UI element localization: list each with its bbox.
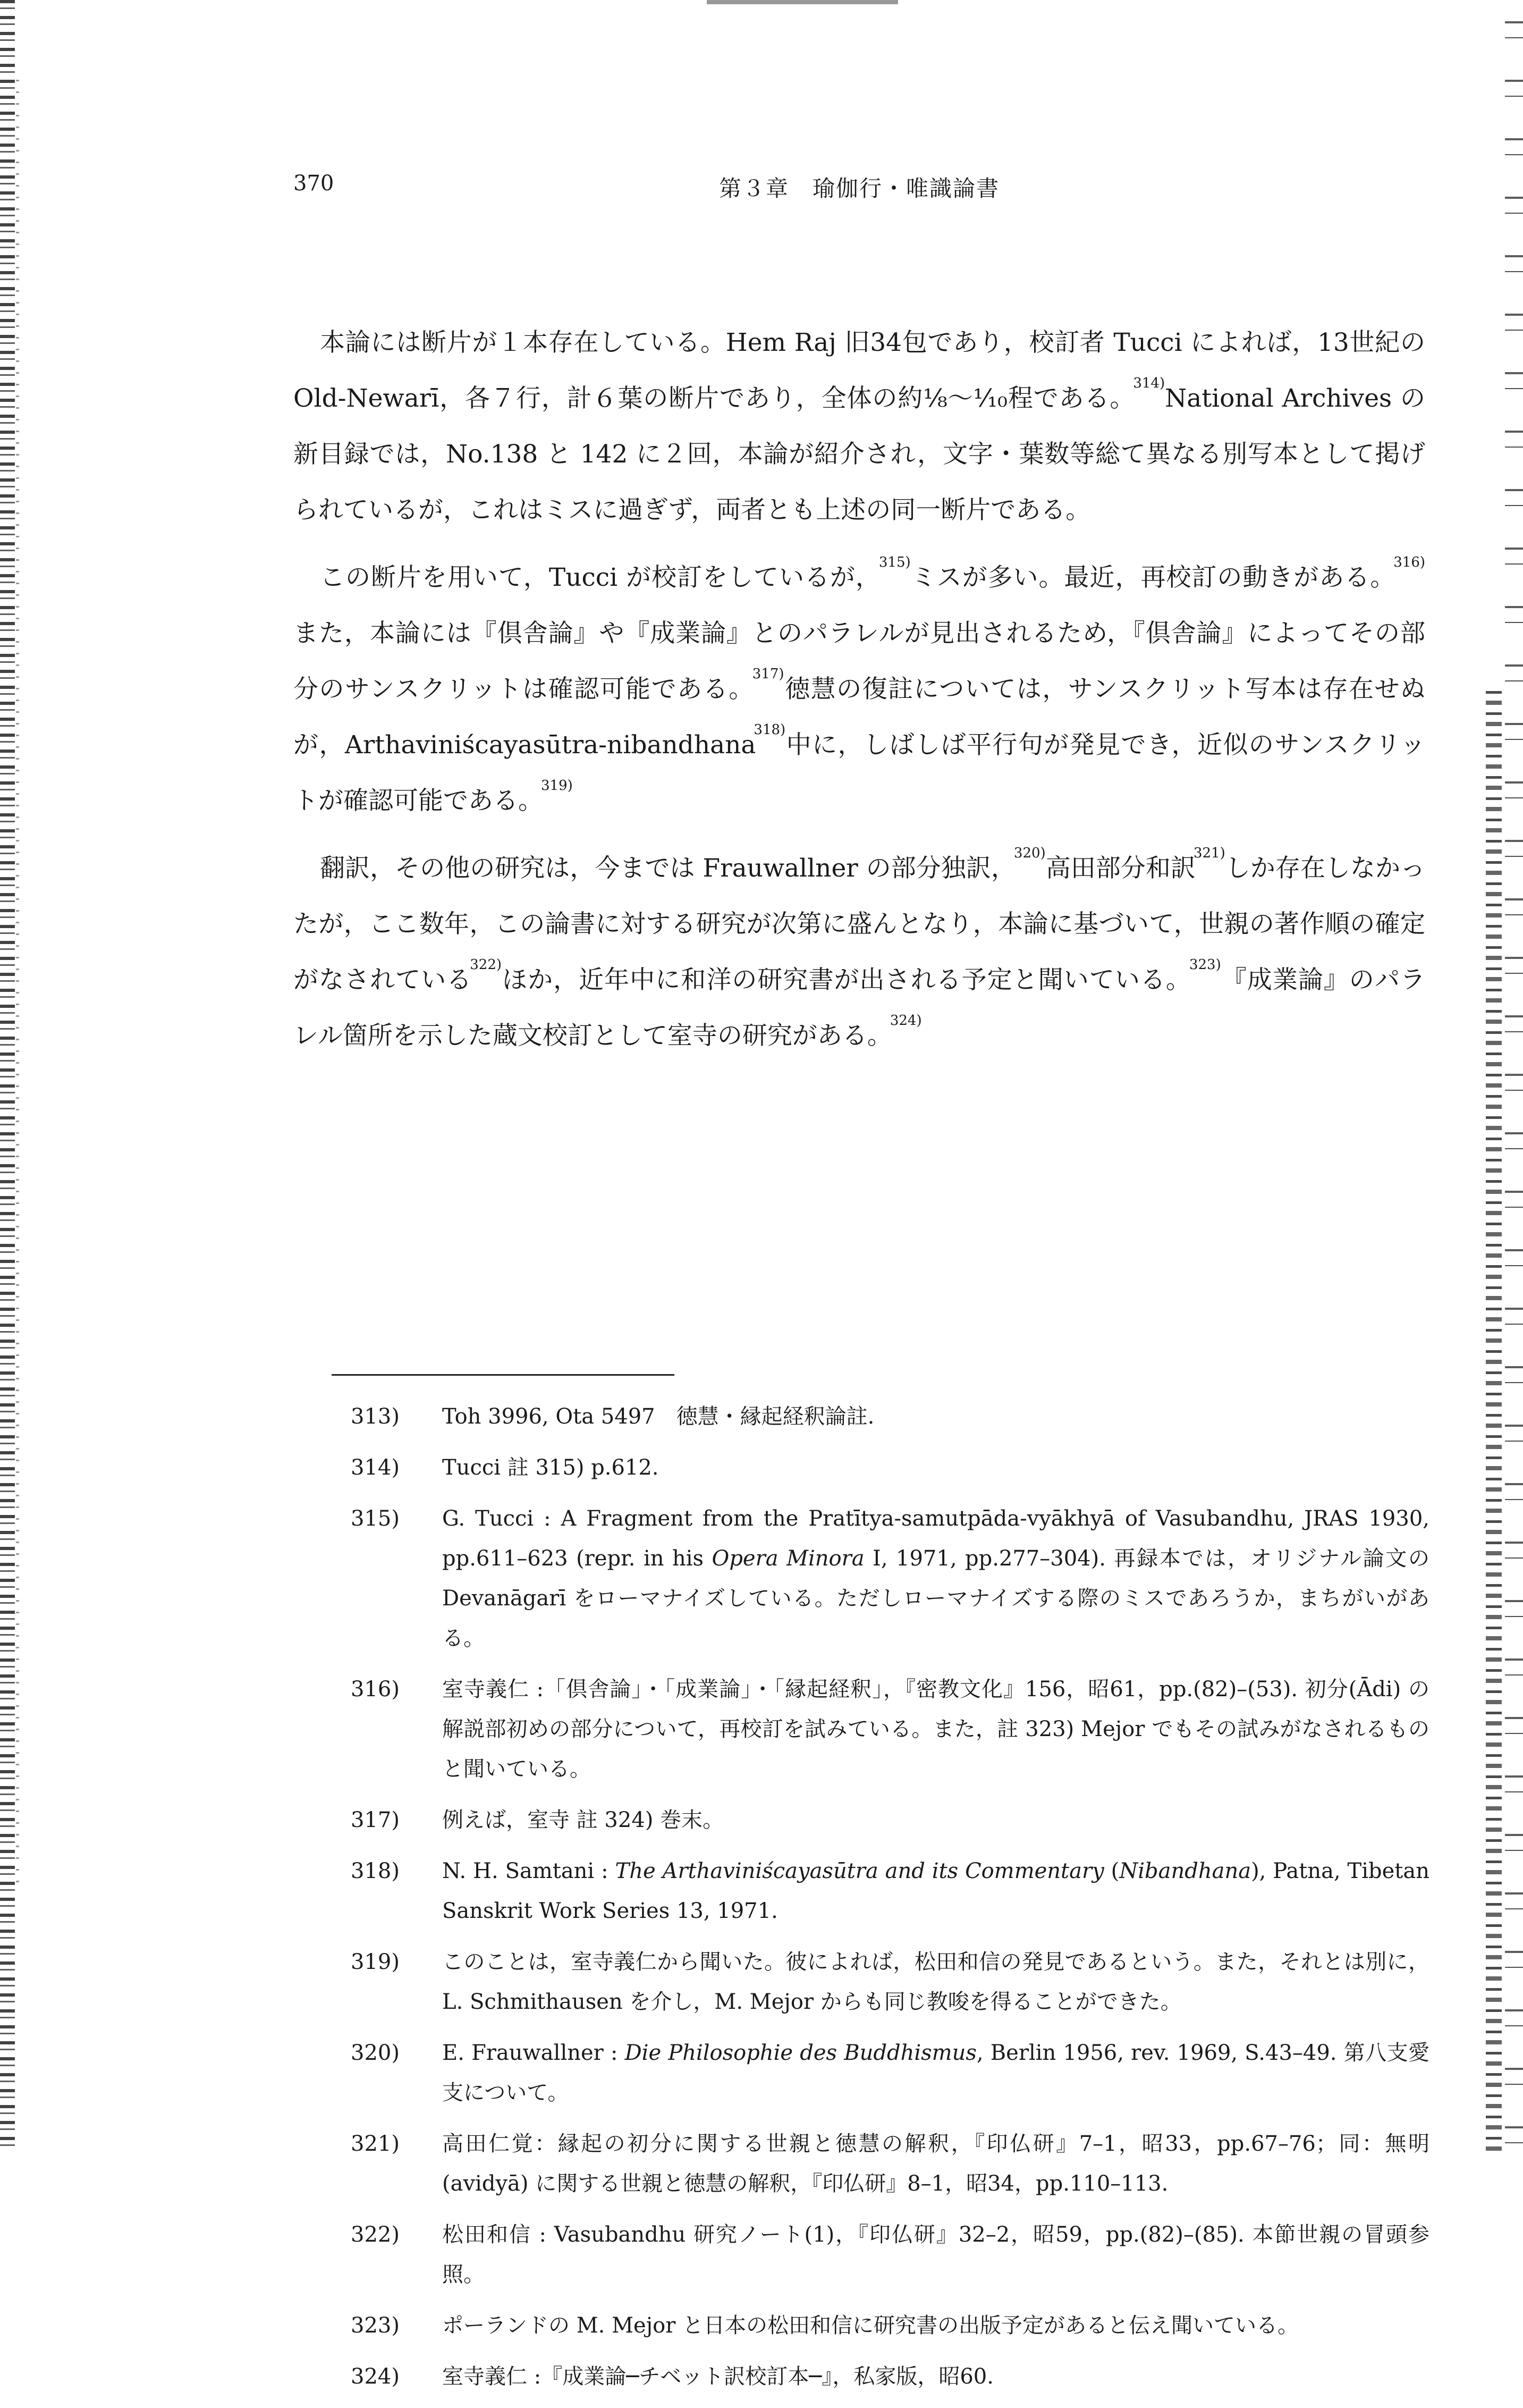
footnote-ref-322: 322) bbox=[470, 957, 502, 973]
footnote-ref-317: 317) bbox=[752, 666, 784, 682]
paragraph-2-text-e: 中に，しばしば平行句が発見でき，近似のサンスクリットが確認可能である。 bbox=[293, 730, 1425, 815]
footnote-text: 室寺義仁 :『成業論─チベット訳校訂本─』，私家版，昭60. bbox=[442, 2364, 994, 2389]
paragraph-2 bbox=[293, 550, 1425, 829]
footnote-313 bbox=[351, 1397, 1429, 1437]
scan-edge-right bbox=[1505, 0, 1523, 2151]
footnote-text: Toh 3996, Ota 5497 徳慧・縁起経釈論註. bbox=[442, 1404, 875, 1429]
paragraph-2-text-a: この断片を用いて，Tucci が校訂をしているが， bbox=[320, 563, 881, 592]
footnote-separator bbox=[332, 1374, 674, 1376]
scan-edge-left bbox=[0, 0, 15, 2151]
paragraph-2-text-b: ミスが多い。最近，再校訂の動きがある。 bbox=[910, 563, 1396, 592]
scan-edge-right-inner bbox=[1486, 691, 1502, 2153]
footnote-ref-323: 323) bbox=[1189, 957, 1221, 973]
body-text bbox=[293, 315, 1425, 1075]
footnote-321 bbox=[351, 2124, 1429, 2204]
footnote-ref-319: 319) bbox=[541, 778, 573, 794]
paragraph-1 bbox=[293, 315, 1425, 538]
paragraph-3-text-e: 『成業論』のパラレル箇所を示した蔵文校訂として室寺の研究がある。 bbox=[293, 965, 1426, 1050]
paragraph-1-text-b: National Archives の新目録では，No.138 と 142 に２回，本論が紹介され，文字・葉数等総て異なる別写本として掲げられているが，これはミスに過ぎず，両者とも上述の同一断片である。 bbox=[293, 384, 1425, 525]
footnote-324 bbox=[351, 2357, 1429, 2397]
footnote-323 bbox=[351, 2306, 1429, 2346]
footnote-ref-315: 315) bbox=[878, 554, 911, 570]
footnote-ref-320: 320) bbox=[1013, 845, 1046, 861]
footnote-number: 314) bbox=[351, 1455, 400, 1480]
footnote-ref-314: 314) bbox=[1133, 375, 1165, 391]
footnote-text-b: ( bbox=[1104, 1859, 1120, 1883]
footnote-ref-316: 316) bbox=[1393, 554, 1426, 570]
scan-edge-left-inner bbox=[16, 80, 19, 1887]
footnote-number: 318) bbox=[351, 1859, 400, 1883]
footnote-322 bbox=[351, 2215, 1429, 2295]
footnote-text-a: G. Tucci : A Fragment from the Pratītya-samutpāda-vyākhyā of Vasubandhu, JRAS 1930, pp.611–623 (repr. in his bbox=[442, 1506, 1429, 1571]
footnote-text: 室寺義仁 :「倶舎論」・「成業論」・「縁起経釈」，『密教文化』156，昭61，pp.(82)–(53). 初分(Ādi) の解説部初めの部分について，再校訂を試みている。また，註 323) Mejor でもその試みがなされるものと聞いている。 bbox=[442, 1677, 1429, 1781]
footnote-text: このことは，室寺義仁から聞いた。彼によれば，松田和信の発見であるという。また，それとは別に，L. Schmithausen を介し，M. Mejor からも同じ教唆を得ることができた。 bbox=[442, 1950, 1429, 2014]
paragraph-3-text-d: ほか，近年中に和洋の研究書が出される予定と聞いている。 bbox=[502, 965, 1191, 995]
footnote-number: 323) bbox=[351, 2313, 400, 2338]
footnote-number: 322) bbox=[351, 2222, 400, 2247]
footnote-text: 松田和信 : Vasubandhu 研究ノート(1)，『印仏研』32–2，昭59，pp.(82)–(85). 本節世親の冒頭参照。 bbox=[442, 2222, 1429, 2287]
footnote-number: 324) bbox=[351, 2364, 400, 2389]
footnote-ref-324: 324) bbox=[890, 1013, 922, 1029]
paragraph-2-text-c: また，本論には『倶舎論』や『成業論』とのパラレルが見出されるため，『倶舎論』によってその部分のサンスクリットは確認可能である。 bbox=[293, 619, 1425, 704]
footnote-ref-318: 318) bbox=[754, 722, 786, 738]
footnote-text-b: I, 1971, pp.277–304). 再録本では，オリジナル論文の Devanāgarī をローマナイズしている。ただしローマナイズする際のミスであろうか，まちがいがある。 bbox=[442, 1546, 1430, 1651]
page-number: 370 bbox=[293, 171, 334, 196]
footnote-text-c: ), Patna, Tibetan Sanskrit Work Series 13, 1971. bbox=[442, 1859, 1429, 1923]
footnote-number: 321) bbox=[351, 2132, 400, 2156]
footnote-316 bbox=[351, 1670, 1429, 1789]
footnotes bbox=[351, 1397, 1429, 2408]
footnote-title-italic: Die Philosophie des Buddhismus bbox=[624, 2041, 977, 2065]
footnote-number: 320) bbox=[351, 2041, 400, 2065]
footnote-319 bbox=[351, 1942, 1429, 2022]
footnote-314 bbox=[351, 1448, 1429, 1488]
footnote-text-a: E. Frauwallner : bbox=[442, 2041, 625, 2065]
footnote-text-a: N. H. Samtani : bbox=[442, 1859, 615, 1883]
footnote-number: 313) bbox=[351, 1404, 400, 1429]
paragraph-3-text-b: 高田部分和訳 bbox=[1045, 854, 1196, 883]
paragraph-3 bbox=[293, 840, 1425, 1064]
footnote-text: 例えば，室寺 註 324) 巻末。 bbox=[442, 1808, 724, 1832]
footnote-title-italic: The Arthaviniścayasūtra and its Commentary bbox=[615, 1859, 1104, 1883]
footnote-text: Tucci 註 315) p.612. bbox=[442, 1455, 659, 1480]
footnote-number: 315) bbox=[351, 1506, 400, 1531]
paragraph-2-text-d: 徳慧の復註については，サンスクリット写本は存在せぬが，Arthaviniścayasūtra-nibandhana bbox=[293, 675, 1426, 760]
paragraph-1-text-a: 本論には断片が１本存在している。Hem Raj 旧34包であり，校訂者 Tucci によれば，13世紀の Old-Newarī，各７行，計６葉の断片であり，全体の約⅛～⅒程である。 bbox=[293, 328, 1425, 413]
footnote-text-b: , Berlin 1956, rev. 1969, S.43–49. 第八支愛支について。 bbox=[442, 2041, 1430, 2105]
footnote-title-italic-2: Nibandhana bbox=[1119, 1859, 1251, 1883]
footnote-text: ポーランドの M. Mejor と日本の松田和信に研究書の出版予定があると伝え聞いている。 bbox=[442, 2313, 1299, 2338]
paragraph-3-text-a: 翻訳，その他の研究は，今までは Frauwallner の部分独訳， bbox=[320, 854, 1016, 883]
footnote-number: 317) bbox=[351, 1808, 400, 1832]
footnote-317 bbox=[351, 1800, 1429, 1840]
footnote-text: 高田仁覚：縁起の初分に関する世親と徳慧の解釈，『印仏研』7–1，昭33，pp.67–76；同：無明 (avidyā) に関する世親と徳慧の解釈，『印仏研』8–1，昭34，pp.110–113. bbox=[442, 2132, 1429, 2196]
paragraph-3-text-c: しか存在しなかったが，ここ数年，この論書に対する研究が次第に盛んとなり，本論に基づいて，世親の著作順の確定がなされている bbox=[293, 854, 1426, 995]
footnote-320 bbox=[351, 2033, 1429, 2113]
running-title: 第３章 瑜伽行・唯識論書 bbox=[718, 175, 1000, 201]
scan-edge-top bbox=[707, 0, 898, 4]
footnote-title-italic: Opera Minora bbox=[712, 1546, 865, 1571]
footnote-315 bbox=[351, 1499, 1429, 1658]
footnote-number: 316) bbox=[351, 1677, 400, 1702]
page-header bbox=[293, 171, 1425, 208]
footnote-ref-321: 321) bbox=[1193, 845, 1225, 861]
footnote-318 bbox=[351, 1851, 1429, 1931]
footnote-number: 319) bbox=[351, 1950, 400, 1974]
